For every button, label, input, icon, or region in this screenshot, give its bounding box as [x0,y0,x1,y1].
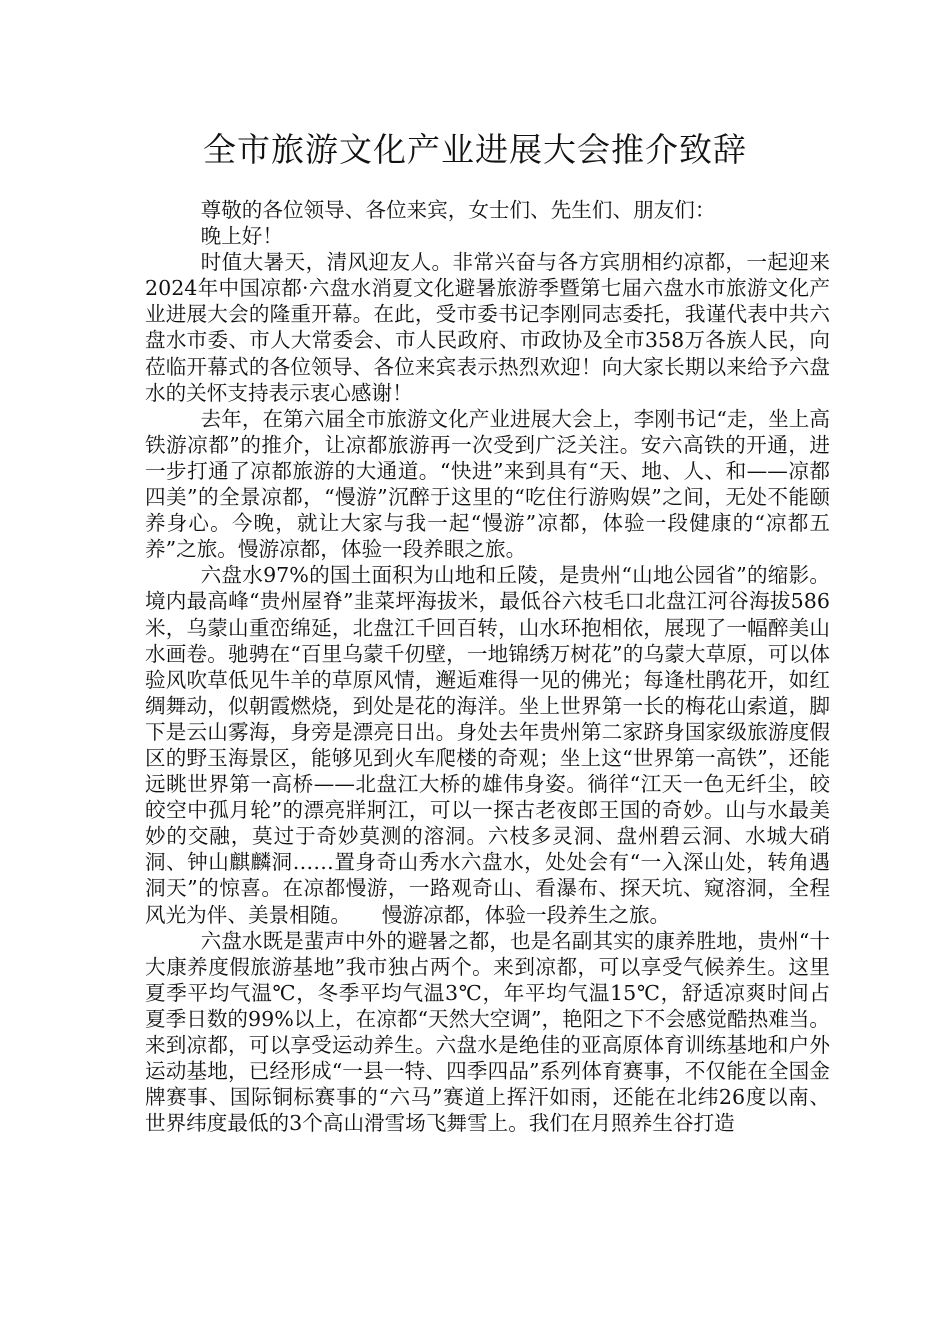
paragraph-wellness: 六盘水既是蜚声中外的避暑之都，也是名副其实的康养胜地，贵州“十大康养度假旅游基地”我市独占两个。来到凉都，可以享受气候养生。这里夏季平均气温℃，冬季平均气温3℃，年平均气温15℃，舒适凉爽时间占夏季日数的99%以上，在凉都“天然大空调”，艳阳之下不会感觉酷热难当。来到凉都，可以享受运动养生。六盘水是绝佳的亚高原体育训练基地和户外运动基地，已经形成“一县一特、四季四品”系列体育赛事，不仅能在全国金牌赛事、国际铜标赛事的“六马”赛道上挥汗如雨，还能在北纬26度以南、世界纬度最低的3个高山滑雪场飞舞雪上。我们在月照养生谷打造 [145,928,830,1136]
paragraph-welcome: 时值大暑天，清风迎友人。非常兴奋与各方宾朋相约凉都，一起迎来2024年中国凉都·六盘水消夏文化避暑旅游季暨第七届六盘水市旅游文化产业进展大会的隆重开幕。在此，受市委书记李刚同志委托，我谨代表中共六盘水市委、市人大常委会、市人民政府、市政协及全市358万各族人民，向莅临开幕式的各位领导、各位来宾表示热烈欢迎！向大家长期以来给予六盘水的关怀支持表示衷心感谢！ [145,250,830,405]
document-body [145,197,830,1136]
document-title: 全市旅游文化产业进展大会推介致辞 [203,130,747,169]
paragraph-landscape: 六盘水97%的国土面积为山地和丘陵，是贵州“山地公园省”的缩影。境内最高峰“贵州屋脊”韭菜坪海拔米，最低谷六枝毛口北盘江河谷海拔586米，乌蒙山重峦绵延，北盘江千回百转，山水环抱相依，展现了一幅醉美山水画卷。驰骋在“百里乌蒙千仞壁，一地锦绣万树花”的乌蒙大草原，可以体验风吹草低见牛羊的草原风情，邂逅难得一见的佛光；每逢杜鹃花开，如红绸舞动，似朝霞燃烧，到处是花的海洋。坐上世界第一长的梅花山索道，脚下是云山雾海，身旁是漂亮日出。身处去年贵州第二家跻身国家级旅游度假区的野玉海景区，能够见到火车爬楼的奇观；坐上这“世界第一高铁”，还能远眺世界第一高桥——北盘江大桥的雄伟身姿。徜徉“江天一色无纤尘，皎皎空中孤月轮”的漂亮牂牁江，可以一探古老夜郎王国的奇妙。山与水最美妙的交融，莫过于奇妙莫测的溶洞。六枝多灵洞、盘州碧云洞、水城大硝洞、钟山麒麟洞……置身奇山秀水六盘水，处处会有“一入深山处，转角遇洞天”的惊喜。在凉都慢游，一路观奇山、看瀑布、探天坑、窥溶洞，全程风光为伴、美景相随。 慢游凉都，体验一段养生之旅。 [145,563,830,927]
greeting: 晚上好！ [200,224,283,249]
paragraph-last-year: 去年，在第六届全市旅游文化产业进展大会上，李刚书记“走，坐上高铁游凉都”的推介，让凉都旅游再一次受到广泛关注。安六高铁的开通，进一步打通了凉都旅游的大通道。“快进”来到具有“天、地、人、和——凉都四美”的全景凉都，“慢游”沉醉于这里的“吃住行游购娱”之间，无处不能颐养身心。今晚，就让大家与我一起“慢游”凉都，体验一段健康的“凉都五养”之旅。慢游凉都，体验一段养眼之旅。 [145,406,830,562]
salutation: 尊敬的各位领导、各位来宾，女士们、先生们、朋友们： [200,198,716,222]
